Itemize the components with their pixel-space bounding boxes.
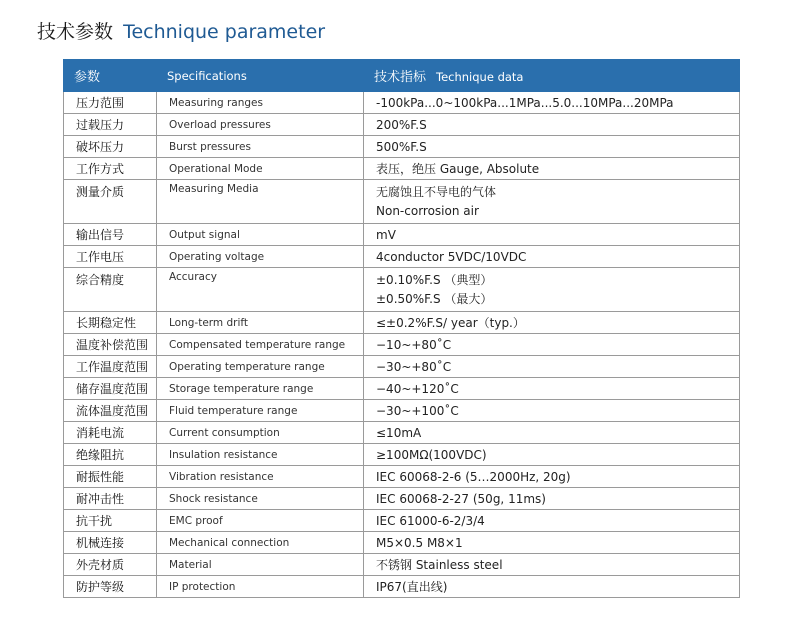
param-name-en: Measuring Media [157, 180, 364, 224]
param-value [364, 334, 740, 356]
param-name-en: Compensated temperature range [157, 334, 364, 356]
param-name-en: Insulation resistance [157, 444, 364, 466]
param-value-line: 500%F.S [376, 139, 427, 154]
table-row [64, 136, 740, 158]
param-value [364, 92, 740, 114]
param-value [364, 422, 740, 444]
table-row [64, 488, 740, 510]
table-row [64, 444, 740, 466]
param-name-cn: 过载压力 [64, 114, 157, 136]
param-value [364, 378, 740, 400]
param-value [364, 532, 740, 554]
param-name-en: Vibration resistance [157, 466, 364, 488]
param-name-en: Output signal [157, 224, 364, 246]
page-title-en: Technique parameter [123, 21, 326, 43]
param-value [364, 466, 740, 488]
param-value [364, 224, 740, 246]
param-name-cn: 外壳材质 [64, 554, 157, 576]
table-row [64, 532, 740, 554]
param-name-cn: 工作电压 [64, 246, 157, 268]
table-row [64, 158, 740, 180]
param-value [364, 510, 740, 532]
param-name-cn: 温度补偿范围 [64, 334, 157, 356]
header-value-en: Technique data [436, 70, 524, 84]
param-name-cn: 消耗电流 [64, 422, 157, 444]
spec-table-body [64, 92, 740, 598]
table-row [64, 92, 740, 114]
param-value-line: -100kPa...0~100kPa...1MPa...5.0...10MPa...20MPa [376, 95, 674, 110]
param-value [364, 444, 740, 466]
param-name-en: IP protection [157, 576, 364, 598]
param-value [364, 400, 740, 422]
param-value [364, 312, 740, 334]
table-row [64, 312, 740, 334]
table-row [64, 334, 740, 356]
param-name-en: Mechanical connection [157, 532, 364, 554]
header-value-cn: 技术指标 [374, 70, 427, 85]
param-value-line: −30~+80˚C [376, 359, 452, 374]
param-value [364, 180, 740, 224]
param-name-en: Current consumption [157, 422, 364, 444]
page-title-cn: 技术参数 [37, 21, 114, 43]
param-value-line: ≤10mA [376, 425, 422, 440]
param-value [364, 488, 740, 510]
param-name-cn: 流体温度范围 [64, 400, 157, 422]
param-value [364, 246, 740, 268]
param-name-cn: 压力范围 [64, 92, 157, 114]
param-value-line: ±0.10%F.S （典型） [376, 272, 493, 287]
spec-table-header [64, 60, 740, 92]
param-name-cn: 机械连接 [64, 532, 157, 554]
param-name-en: Operating temperature range [157, 356, 364, 378]
table-row [64, 554, 740, 576]
param-name-en: Fluid temperature range [157, 400, 364, 422]
param-value-line: 不锈钢 Stainless steel [376, 558, 503, 572]
table-row [64, 510, 740, 532]
param-value-line: IEC 60068-2-27 (50g, 11ms) [376, 491, 546, 506]
param-value [364, 158, 740, 180]
param-name-cn: 工作温度范围 [64, 356, 157, 378]
table-row [64, 422, 740, 444]
param-value-line: Non-corrosion air [376, 203, 479, 218]
param-value-line: M5×0.5 M8×1 [376, 535, 463, 550]
param-name-en: Operational Mode [157, 158, 364, 180]
param-name-en: Accuracy [157, 268, 364, 312]
header-param-en: Specifications [157, 60, 364, 92]
param-value [364, 268, 740, 312]
header-value [364, 60, 740, 92]
param-value-line: ≥100MΩ(100VDC) [376, 447, 487, 462]
param-name-en: Overload pressures [157, 114, 364, 136]
param-name-cn: 耐冲击性 [64, 488, 157, 510]
header-param-cn: 参数 [64, 60, 157, 92]
param-name-en: Operating voltage [157, 246, 364, 268]
table-row [64, 180, 740, 224]
param-value-line: −30~+100˚C [376, 403, 459, 418]
param-name-cn: 绝缘阻抗 [64, 444, 157, 466]
param-value-line: 表压，绝压 Gauge, Absolute [376, 162, 540, 176]
param-name-cn: 输出信号 [64, 224, 157, 246]
param-name-cn: 防护等级 [64, 576, 157, 598]
param-name-en: Burst pressures [157, 136, 364, 158]
param-name-cn: 长期稳定性 [64, 312, 157, 334]
param-value [364, 356, 740, 378]
param-value [364, 136, 740, 158]
param-value-line: 无腐蚀且不导电的气体 [376, 184, 497, 199]
param-value-line: ±0.50%F.S （最大） [376, 291, 493, 306]
param-value [364, 114, 740, 136]
param-value [364, 576, 740, 598]
param-name-cn: 抗干扰 [64, 510, 157, 532]
param-value-line: IEC 61000-6-2/3/4 [376, 513, 485, 528]
param-value-line: IEC 60068-2-6 (5…2000Hz, 20g) [376, 469, 571, 484]
param-value-line: −10~+80˚C [376, 337, 452, 352]
param-name-en: EMC proof [157, 510, 364, 532]
param-name-cn: 破坏压力 [64, 136, 157, 158]
param-name-cn: 工作方式 [64, 158, 157, 180]
table-row [64, 466, 740, 488]
table-row [64, 268, 740, 312]
page-title [37, 18, 325, 46]
param-name-en: Long-term drift [157, 312, 364, 334]
param-value-line: IP67(直出线) [376, 580, 448, 594]
param-name-en: Storage temperature range [157, 378, 364, 400]
table-row [64, 246, 740, 268]
param-value-line: 200%F.S [376, 117, 427, 132]
table-row [64, 356, 740, 378]
param-name-cn: 测量介质 [64, 180, 157, 224]
param-value-line: −40~+120˚C [376, 381, 459, 396]
param-value-line: 4conductor 5VDC/10VDC [376, 249, 527, 264]
param-name-en: Measuring ranges [157, 92, 364, 114]
param-name-en: Material [157, 554, 364, 576]
table-row [64, 378, 740, 400]
param-name-en: Shock resistance [157, 488, 364, 510]
table-row [64, 400, 740, 422]
table-row [64, 114, 740, 136]
table-row [64, 576, 740, 598]
param-value-line: mV [376, 227, 396, 242]
param-value [364, 554, 740, 576]
param-name-cn: 综合精度 [64, 268, 157, 312]
param-name-cn: 储存温度范围 [64, 378, 157, 400]
param-value-line: ≤±0.2%F.S/ year（typ.） [376, 316, 525, 330]
table-row [64, 224, 740, 246]
param-name-cn: 耐振性能 [64, 466, 157, 488]
spec-table [63, 59, 740, 598]
